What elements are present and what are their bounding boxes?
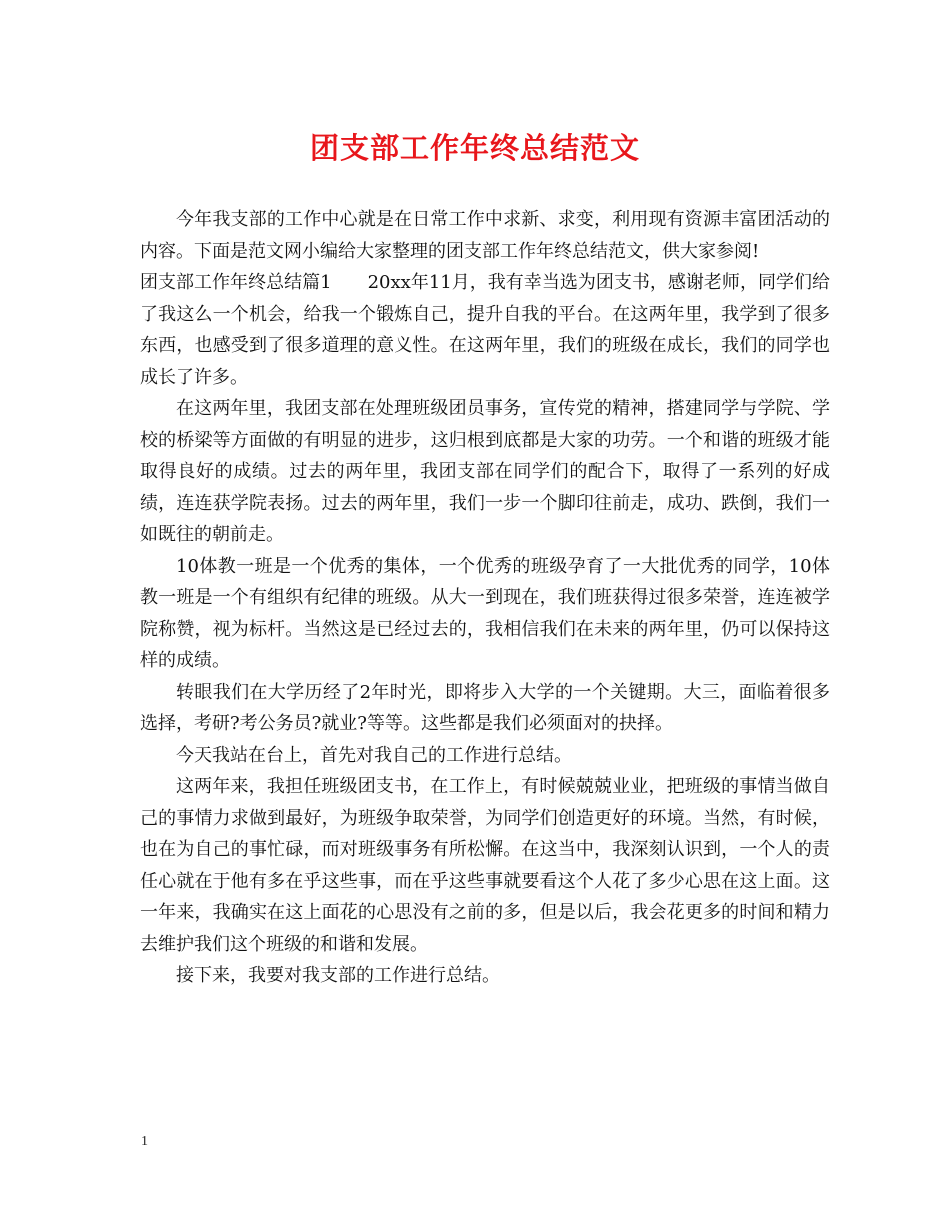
- paragraph-branch-summary-intro: 接下来，我要对我支部的工作进行总结。: [176, 965, 500, 986]
- paragraph-self-reflection: 这两年来，我担任班级团支书，在工作上，有时候兢兢业业，把班级的事情当做自己的事情力求做到最好，为班级争取荣誉，为同学们创造更好的环境。当然，有时候，也在为自己的事忙碌，而对班级事务有所松懈。在这当中，我深刻认识到，一个人的责任心就在于他有多在乎这些事，而在乎这些事就要看这个人花了多少心思在这上面。这一年来，我确实在这上面花的心思没有之前的多，但是以后，我会花更多的时间和精力去维护我们这个班级的和谐和发展。: [140, 776, 830, 955]
- document-body: [140, 204, 830, 992]
- document-title: 团支部工作年终总结范文: [309, 131, 640, 165]
- paragraph-class-honors: 10体教一班是一个优秀的集体，一个优秀的班级孕育了一大批优秀的同学，10体教一班是一个有组织有纪律的班级。从大一到现在，我们班获得过很多荣誉，连连被学院称赞，视为标杆。当然这是已经过去的，我相信我们在未来的两年里，仍可以保持这样的成绩。: [140, 555, 830, 671]
- page-number: 1: [141, 1134, 148, 1149]
- paragraph-achievements: 在这两年里，我团支部在处理班级团员事务，宣传党的精神，搭建同学与学院、学校的桥梁等方面做的有明显的进步，这归根到底都是大家的功劳。一个和谐的班级才能取得良好的成绩。过去的两年里，我团支部在同学们的配合下，取得了一系列的好成绩，连连获学院表扬。过去的两年里，我们一步一个脚印往前走，成功、跌倒，我们一如既往的朝前走。: [140, 398, 830, 545]
- paragraph-intro: 今年我支部的工作中心就是在日常工作中求新、求变，利用现有资源丰富团活动的内容。下面是范文网小编给大家整理的团支部工作年终总结范文，供大家参阅!: [140, 209, 830, 262]
- paragraph-choices: 转眼我们在大学历经了2年时光，即将步入大学的一个关键期。大三，面临着很多选择，考研?考公务员?就业?等等。这些都是我们必须面对的抉择。: [140, 681, 830, 734]
- paragraph-part1-opening: 团支部工作年终总结篇1 20xx年11月，我有幸当选为团支书，感谢老师，同学们给了我这么一个机会，给我一个锻炼自己，提升自我的平台。在这两年里，我学到了很多东西，也感受到了很多道理的意义性。在这两年里，我们的班级在成长，我们的同学也成长了许多。: [140, 272, 830, 388]
- paragraph-self-summary-intro: 今天我站在台上，首先对我自己的工作进行总结。: [176, 744, 572, 766]
